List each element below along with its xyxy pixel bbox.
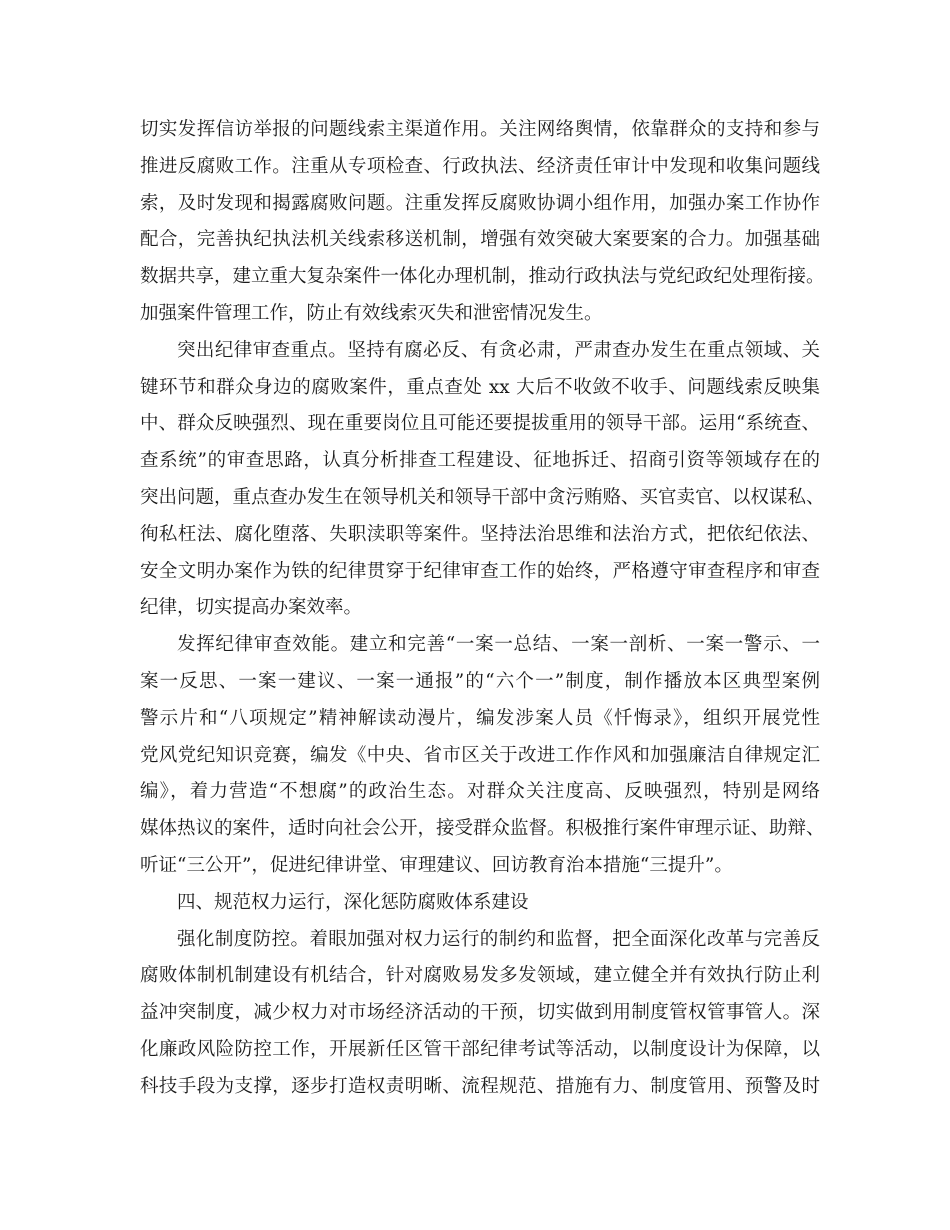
text-line: 科技手段为支撑，逐步打造权责明晰、流程规范、措施有力、制度管用、预警及时	[140, 1075, 820, 1097]
paragraph-review-focus	[140, 333, 825, 627]
text-line: 纪律，切实提高办案效率。	[140, 597, 363, 619]
text-line: 警示片和“八项规定”精神解读动漫片，编发涉案人员《忏悔录》，组织开展党性	[140, 707, 820, 729]
text-line: 党风党纪知识竞赛，编发《中央、省市区关于改进工作作风和加强廉洁自律规定汇	[140, 744, 820, 766]
text-line: 切实发挥信访举报的问题线索主渠道作用。关注网络舆情，依靠群众的支持和参与	[140, 119, 820, 140]
paragraph-system-prevention	[140, 922, 820, 1106]
text-line: 腐败体制机制建设有机结合，针对腐败易发多发领域，建立健全并有效执行防止利	[140, 965, 820, 987]
text-line: 突出纪律审查重点。坚持有腐必反、有贪必肃，严肃查办发生在重点领域、关	[177, 339, 820, 361]
text-line: 查系统”的审查思路，认真分析排查工程建设、征地拆迁、招商引资等领域存在的	[140, 450, 820, 472]
text-line: 听证“三公开”，促进纪律讲堂、审理建议、回访教育治本措施“三提升”。	[140, 854, 733, 876]
text-line: 索，及时发现和揭露腐败问题。注重发挥反腐败协调小组作用，加强办案工作协作	[140, 192, 820, 214]
text-line: 中、群众反映强烈、现在重要岗位且可能还要提拔重用的领导干部。运用“系统查、	[140, 413, 820, 435]
text-line: 化廉政风险防控工作，开展新任区管干部纪律考试等活动，以制度设计为保障，以	[140, 1038, 820, 1060]
text-line: 数据共享，建立重大复杂案件一体化办理机制，推动行政执法与党纪政纪处理衔接。	[140, 266, 825, 288]
paragraph-case-clues	[140, 112, 825, 333]
text-line: 案一反思、一案一建议、一案一通报”的“六个一”制度，制作播放本区典型案例	[140, 670, 820, 692]
section-heading-four	[140, 885, 820, 922]
text-line: 突出问题，重点查办发生在领导机关和领导干部中贪污贿赂、买官卖官、以权谋私、	[140, 486, 825, 508]
text-line: 推进反腐败工作。注重从专项检查、行政执法、经济责任审计中发现和收集问题线	[140, 155, 820, 177]
paragraph-review-effectiveness	[140, 627, 825, 885]
text-line: 键环节和群众身边的腐败案件，重点查处 xx 大后不收敛不收手、问题线索反映集	[140, 376, 820, 398]
text-line: 发挥纪律审查效能。建立和完善“一案一总结、一案一剖析、一案一警示、一	[177, 634, 820, 656]
document-body	[140, 112, 825, 1106]
text-line: 强化制度防控。着眼加强对权力运行的制约和监督，把全面深化改革与完善反	[177, 928, 820, 950]
text-line: 媒体热议的案件，适时向社会公开，接受群众监督。积极推行案件审理示证、助辩、	[140, 818, 825, 840]
text-line: 配合，完善执纪执法机关线索移送机制，增强有效突破大案要案的合力。加强基础	[140, 229, 820, 251]
text-line: 徇私枉法、腐化堕落、失职渎职等案件。坚持法治思维和法治方式，把依纪依法、	[140, 523, 820, 545]
section-heading-text: 四、规范权力运行，深化惩防腐败体系建设	[177, 891, 529, 913]
text-line: 安全文明办案作为铁的纪律贯穿于纪律审查工作的始终，严格遵守审查程序和审查	[140, 560, 820, 582]
text-line: 益冲突制度，减少权力对市场经济活动的干预，切实做到用制度管权管事管人。深	[140, 1002, 820, 1024]
text-line: 加强案件管理工作，防止有效线索灭失和泄密情况发生。	[140, 302, 603, 324]
text-line: 编》，着力营造“不想腐”的政治生态。对群众关注度高、反映强烈，特别是网络	[140, 781, 820, 803]
